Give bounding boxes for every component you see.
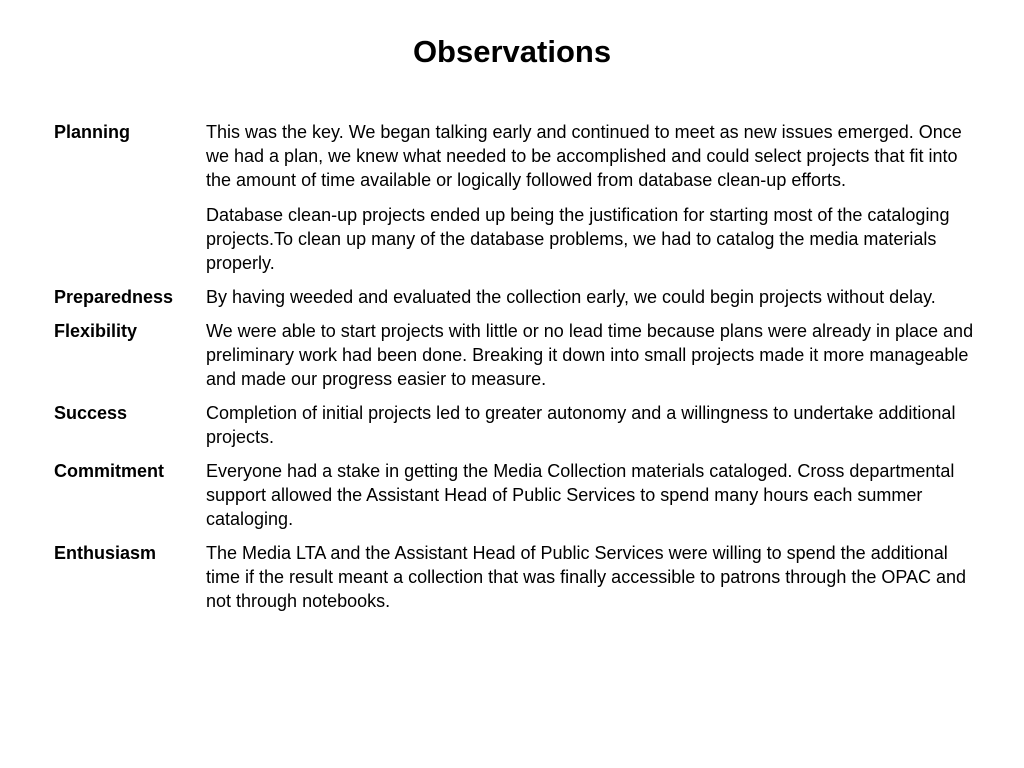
observation-paragraph: This was the key. We began talking early and continued to meet as new issues emerged. Once we had a plan, we knew what needed to be accomplished and could select projects that fit into the amount of time available or logically followed from database clean-up efforts. xyxy=(206,122,962,190)
observation-paragraph: Completion of initial projects led to greater autonomy and a willingness to undertake additional projects. xyxy=(206,403,956,447)
observation-description xyxy=(206,120,974,275)
slide-title: Observations xyxy=(412,34,612,69)
observation-term: Success xyxy=(54,403,128,423)
observation-paragraph: The Media LTA and the Assistant Head of Public Services were willing to spend the additional time if the result meant a collection that was finally accessible to patrons through the OPAC and not through notebooks. xyxy=(206,543,967,611)
observation-enthusiasm xyxy=(54,541,974,613)
observation-description xyxy=(206,541,974,613)
observation-paragraph: Everyone had a stake in getting the Media Collection materials cataloged. Cross departmental support allowed the Assistant Head of Public Services to spend many hours each summer cataloging. xyxy=(206,461,955,529)
observation-term: Enthusiasm xyxy=(54,543,157,563)
observation-term: Flexibility xyxy=(54,321,138,341)
observations-list xyxy=(54,120,974,623)
observation-paragraph: We were able to start projects with little or no lead time because plans were already in place and preliminary work had been done. Breaking it down into small projects made it more manageable and made our progress easier to measure. xyxy=(206,321,974,389)
observation-flexibility xyxy=(54,319,974,391)
observation-commitment xyxy=(54,459,974,531)
observation-description xyxy=(206,319,974,391)
observation-success xyxy=(54,401,974,449)
observation-preparedness xyxy=(54,285,974,309)
observation-planning xyxy=(54,120,974,275)
observation-paragraph: Database clean-up projects ended up being the justification for starting most of the cataloging projects.To clean up many of the database problems, we had to catalog the media materials properly. xyxy=(206,205,950,273)
observation-description xyxy=(206,401,974,449)
observation-term: Preparedness xyxy=(54,287,174,307)
observation-term: Commitment xyxy=(54,461,165,481)
observation-description xyxy=(206,285,974,309)
observation-description xyxy=(206,459,974,531)
observation-paragraph: By having weeded and evaluated the collection early, we could begin projects without delay. xyxy=(206,287,936,307)
observation-term: Planning xyxy=(54,122,130,142)
